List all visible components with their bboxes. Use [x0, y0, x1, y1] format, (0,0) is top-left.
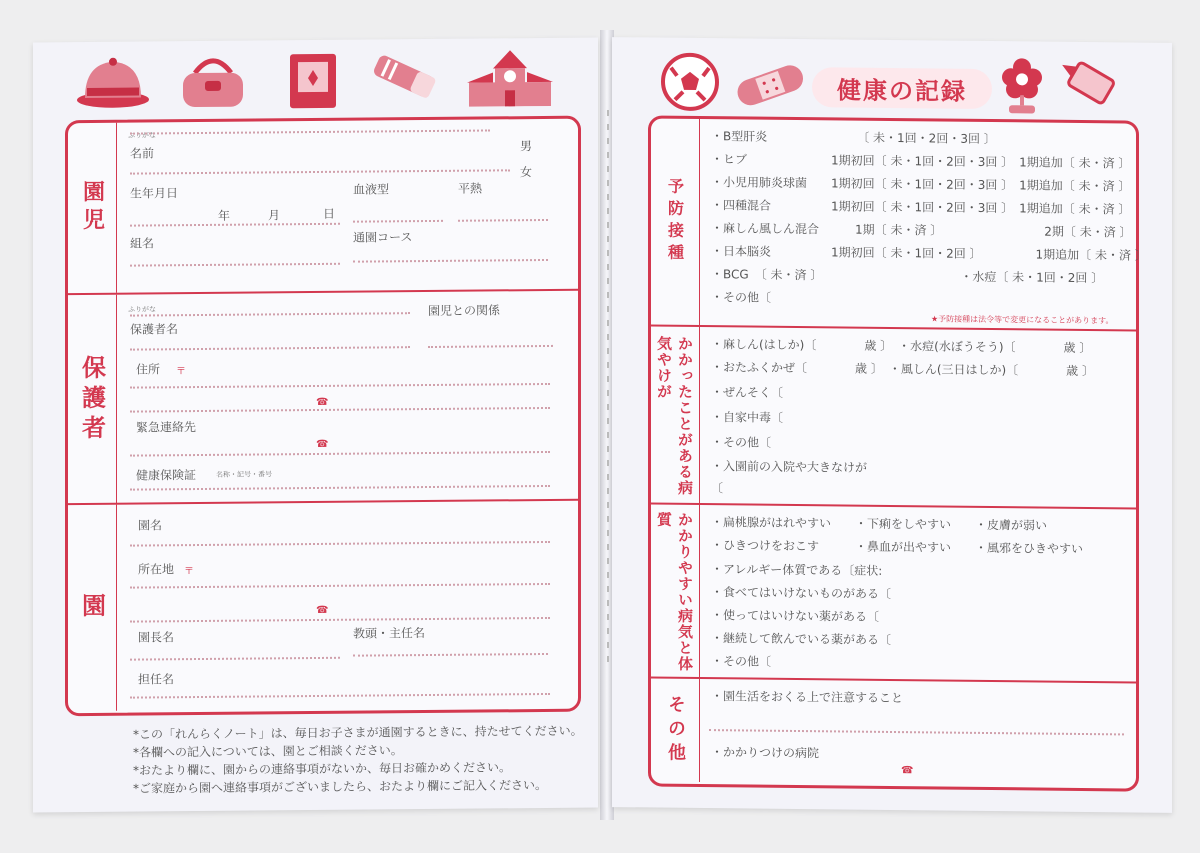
caution-label: ・園生活をおくる上で注意すること — [711, 689, 904, 706]
blood-type-field[interactable] — [353, 220, 443, 223]
director-field[interactable] — [130, 657, 340, 661]
month-label: 月 — [268, 208, 281, 223]
child-furigana-label: ふりがな — [128, 131, 156, 140]
vaccine-row[interactable]: ・日本脳炎 1期初回〔 未・1回・2回 〕 1期追加〔 未・済 〕 — [711, 244, 1147, 263]
binding-stitch — [607, 460, 609, 466]
binding-stitch — [607, 194, 609, 200]
note-line: *おたより欄に、園からの連絡事項がないか、毎日お確かめください。 — [133, 760, 512, 778]
prone-row[interactable]: ・その他〔 — [711, 654, 772, 669]
teacher-field[interactable] — [130, 693, 550, 699]
glue-icon — [1052, 54, 1122, 115]
prone-row[interactable]: ・使ってはいけない薬がある〔 — [711, 608, 880, 624]
binding-stitch — [607, 124, 609, 130]
child-name-field[interactable] — [130, 169, 510, 174]
prone-row[interactable]: ・アレルギー体質である〔症状: — [711, 562, 883, 578]
crayon-icon — [368, 49, 448, 110]
prone-section — [651, 502, 1136, 683]
prone-row[interactable]: ・食べてはいけないものがある〔 — [711, 585, 892, 601]
health-frame — [648, 115, 1147, 791]
binding-stitch — [607, 516, 609, 522]
other-section — [651, 676, 1136, 786]
bag-icon — [173, 51, 253, 112]
guardian-name-field[interactable] — [130, 346, 410, 350]
binding-stitch — [607, 138, 609, 144]
history-row[interactable]: ・その他〔 — [711, 435, 772, 450]
guardian-furigana-field[interactable] — [130, 312, 410, 316]
guardian-postal-mark: 〒 — [176, 366, 186, 378]
vaccination-note: ★予防接種は法令等で変更になることがあります。 — [931, 314, 1114, 326]
binding-stitch — [607, 628, 609, 634]
book-icon — [278, 50, 358, 111]
binding-stitch — [607, 278, 609, 284]
prone-row[interactable]: ・継続して飲んでいる薬がある〔 — [711, 631, 892, 647]
binding-stitch — [607, 152, 609, 158]
left-page — [33, 38, 598, 813]
binding-stitch — [607, 222, 609, 228]
binding-stitch — [607, 292, 609, 298]
binding-stitch — [607, 264, 609, 270]
binding-stitch — [607, 166, 609, 172]
note-line: *各欄への記入については、園とご相談ください。 — [133, 743, 403, 760]
binding-stitch — [607, 180, 609, 186]
bandage-icon — [732, 54, 807, 115]
vaccination-label-box — [651, 118, 700, 325]
binding-stitch — [607, 236, 609, 242]
insurance-note: 名称・記号・番号 — [216, 470, 272, 479]
binding-stitch — [607, 488, 609, 494]
binding-stitch — [607, 334, 609, 340]
clinic-phone-icon: ☎ — [901, 765, 914, 777]
binding-stitch — [607, 418, 609, 424]
teacher-label: 担任名 — [138, 672, 175, 687]
binding-stitch — [607, 362, 609, 368]
school-address-label: 所在地 — [138, 562, 175, 577]
vaccine-row[interactable]: ・小児用肺炎球菌 1期初回〔 未・1回・2回・3回 〕 1期追加〔 未・済 〕 — [711, 175, 1131, 194]
female-option[interactable]: 女 — [520, 165, 533, 180]
binding-stitch — [607, 208, 609, 214]
binding-stitch — [607, 642, 609, 648]
vaccination-title: 予防接種 — [665, 177, 685, 266]
child-furigana-field[interactable] — [130, 129, 490, 134]
history-row[interactable]: 〔 — [711, 481, 724, 496]
school-name-label: 園名 — [138, 518, 163, 533]
school-phone-field[interactable] — [130, 617, 550, 623]
school-phone-icon: ☎ — [316, 604, 329, 616]
binding-stitch — [607, 600, 609, 606]
guardian-furigana-label: ふりがな — [128, 305, 156, 314]
binding-stitch — [607, 530, 609, 536]
school-name-field[interactable] — [130, 541, 550, 547]
soccer-ball-icon — [657, 52, 723, 113]
insurance-label: 健康保険証 — [136, 468, 197, 483]
history-row[interactable]: ・入園前の入院や大きなけが — [711, 459, 868, 475]
binding-stitch — [607, 404, 609, 410]
temperature-field[interactable] — [458, 219, 548, 222]
vaccine-row[interactable]: ・ヒブ 1期初回〔 未・1回・2回・3回 〕 1期追加〔 未・済 〕 — [711, 152, 1131, 171]
clinic-label: ・かかりつけの病院 — [711, 745, 820, 761]
other-title: その他 — [665, 694, 686, 767]
other-label-box — [651, 678, 700, 782]
page-title: 健康の記録 — [812, 67, 992, 109]
child-section — [68, 119, 578, 293]
head-teacher-label: 教頭・主任名 — [353, 626, 426, 641]
history-row[interactable]: ・自家中毒〔 — [711, 410, 784, 425]
child-section-label-box — [68, 123, 117, 293]
binding-stitch — [607, 586, 609, 592]
caution-field[interactable] — [709, 729, 1124, 735]
temperature-label: 平熱 — [458, 181, 483, 196]
binding-stitch — [607, 544, 609, 550]
guardian-phone-field[interactable] — [130, 407, 550, 413]
history-row[interactable]: ・麻しん(はしか)〔 歳 〕 ・水痘(水ぼうそう)〔 歳 〕 — [711, 337, 1092, 356]
prone-row[interactable]: ・ひきつけをおこす ・鼻血が出やすい ・風邪をひきやすい — [711, 538, 1084, 557]
guardian-name-label: 保護者名 — [130, 322, 179, 337]
birthdate-label: 生年月日 — [130, 186, 179, 201]
insurance-field[interactable] — [130, 485, 550, 491]
hat-icon — [73, 51, 153, 112]
right-page — [612, 37, 1172, 813]
year-label: 年 — [218, 208, 231, 223]
binding-stitch — [607, 558, 609, 564]
history-row[interactable]: ・おたふくかぜ〔 歳 〕 ・風しん(三日はしか)〔 歳 〕 — [711, 360, 1094, 379]
note-line: *ご家庭から園へ連絡事項がございましたら、おたより欄にご記入ください。 — [133, 777, 548, 796]
emergency-field[interactable] — [130, 451, 550, 457]
binding-stitch — [607, 474, 609, 480]
guardian-phone-icon: ☎ — [316, 396, 329, 408]
flower-icon — [997, 55, 1047, 116]
binding-stitch — [607, 376, 609, 382]
blood-type-label: 血液型 — [353, 182, 390, 197]
course-field[interactable] — [353, 259, 548, 263]
binding-stitch — [607, 250, 609, 256]
vaccine-row[interactable]: ・BCG 〔 未・済 〕 ・水痘〔 未・1回・2回 〕 — [711, 267, 1104, 286]
guardian-section-title: 保護者 — [77, 354, 106, 446]
vaccine-row[interactable]: ・その他〔 — [711, 290, 772, 305]
history-title: かかったことがある病気やけが — [655, 335, 694, 496]
history-section — [651, 324, 1136, 509]
male-option[interactable]: 男 — [520, 139, 533, 154]
guardian-address-label: 住所 — [136, 362, 161, 377]
binding-stitch — [607, 390, 609, 396]
relation-field[interactable] — [428, 345, 553, 348]
binding-stitch — [607, 432, 609, 438]
child-name-label: 名前 — [130, 146, 155, 161]
emergency-label: 緊急連絡先 — [136, 420, 197, 435]
history-label-box — [651, 326, 700, 505]
prone-row[interactable]: ・扁桃腺がはれやすい ・下痢をしやすい ・皮膚が弱い — [711, 515, 1048, 533]
kindergarten-icon — [463, 48, 558, 109]
prone-label-box — [651, 504, 700, 679]
emergency-phone-icon: ☎ — [316, 438, 329, 450]
relation-label: 園児との関係 — [428, 303, 501, 319]
school-address-field[interactable] — [130, 583, 550, 589]
history-row[interactable]: ・ぜんそく〔 — [711, 385, 784, 400]
course-label: 通園コース — [353, 230, 413, 245]
guardian-address-field[interactable] — [130, 383, 550, 389]
vaccine-row[interactable]: ・麻しん風しん混合 1期〔 未・済 〕 2期〔 未・済 〕 — [711, 221, 1132, 240]
school-postal-mark: 〒 — [184, 566, 194, 578]
birthdate-field[interactable] — [130, 223, 340, 227]
binding-stitch — [607, 572, 609, 578]
binding-stitch — [607, 348, 609, 354]
group-label: 組名 — [130, 236, 155, 251]
school-section-title: 園 — [77, 592, 106, 624]
binding-stitch — [607, 614, 609, 620]
group-field[interactable] — [130, 263, 340, 267]
binding-stitch — [607, 502, 609, 508]
note-line: *この「れんらくノート」は、毎日お子さまが通園するときに、持たせてください。 — [133, 723, 583, 742]
binding-stitch — [607, 320, 609, 326]
binding-stitch — [607, 446, 609, 452]
school-section — [68, 499, 578, 711]
binding-stitch — [607, 656, 609, 662]
director-label: 園長名 — [138, 630, 175, 645]
child-section-title: 園児 — [79, 179, 105, 237]
school-section-label-box — [68, 505, 117, 711]
guardian-section-label-box — [68, 295, 117, 505]
day-label: 日 — [323, 206, 336, 221]
vaccine-row[interactable]: ・四種混合 1期初回〔 未・1回・2回・3回 〕 1期追加〔 未・済 〕 — [711, 198, 1131, 217]
guardian-section — [68, 289, 578, 505]
head-teacher-field[interactable] — [353, 653, 548, 657]
prone-title: かかりやすい病気と体質 — [655, 511, 694, 672]
vaccine-row[interactable]: ・B型肝炎 〔 未・1回・2回・3回 〕 — [711, 129, 996, 147]
binding-stitch — [607, 306, 609, 312]
vaccination-section — [651, 118, 1147, 329]
binding-stitch — [607, 110, 609, 116]
profile-frame — [65, 116, 581, 717]
